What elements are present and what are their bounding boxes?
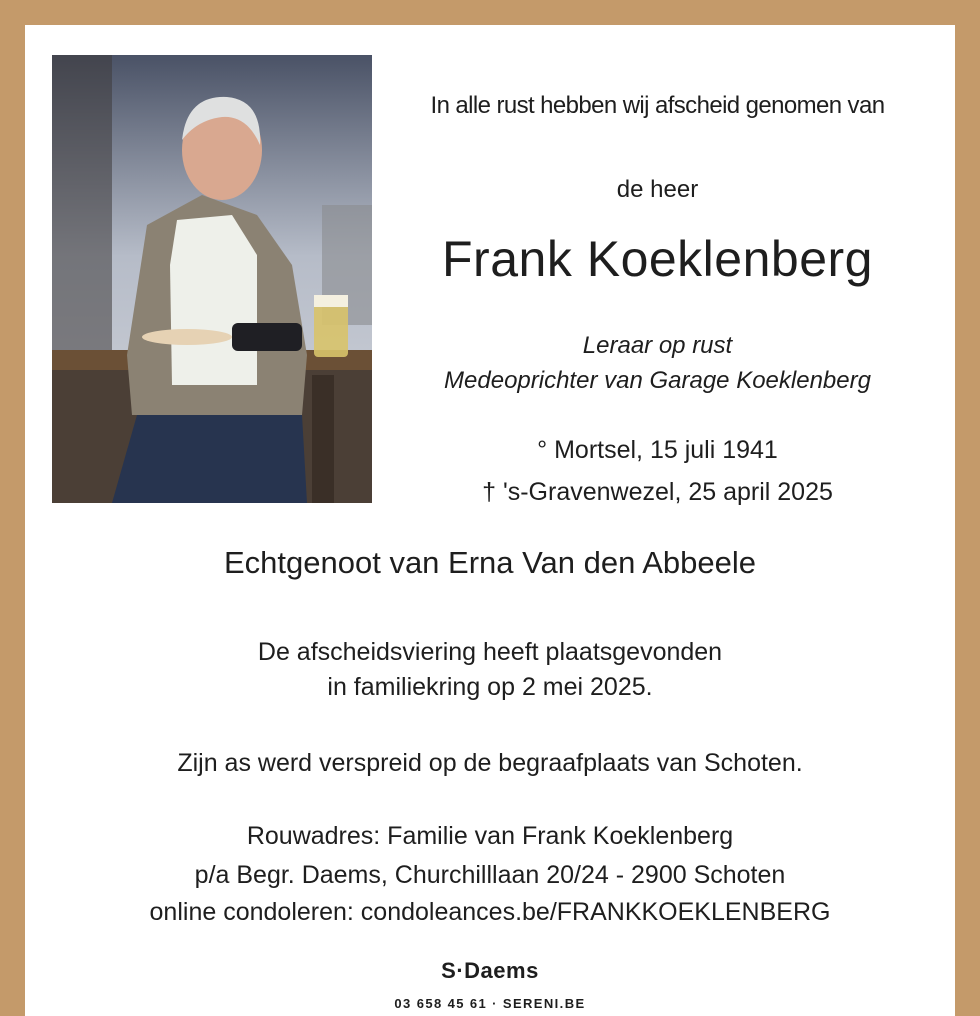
salutation: de heer xyxy=(616,176,699,203)
funeral-home-logo: S·Daems xyxy=(441,958,539,983)
role-line-1: Leraar op rust xyxy=(582,332,733,359)
intro-text: In alle rust hebben wij afscheid genomen van xyxy=(430,92,885,119)
death-line: † 's-Gravenwezel, 25 april 2025 xyxy=(482,478,833,506)
address-line-1: Rouwadres: Familie van Frank Koeklenberg xyxy=(246,822,734,850)
ceremony-line-2: in familiekring op 2 mei 2025. xyxy=(327,673,653,701)
spouse-line: Echtgenoot van Erna Van den Abbeele xyxy=(223,545,756,580)
portrait-photo xyxy=(52,55,372,503)
ashes-line: Zijn as werd verspreid op de begraafplaats van Schoten. xyxy=(177,749,803,777)
role-line-2: Medeoprichter van Garage Koeklenberg xyxy=(444,367,871,394)
address-line-2: p/a Begr. Daems, Churchilllaan 20/24 - 2900 Schoten xyxy=(194,861,786,889)
ceremony-line-1: De afscheidsviering heeft plaatsgevonden xyxy=(257,638,723,666)
deceased-name: Frank Koeklenberg xyxy=(442,231,873,287)
condolence-link[interactable]: online condoleren: condoleances.be/FRANKKOEKLENBERG xyxy=(149,898,831,926)
funeral-home-contact: 03 658 45 61 · SERENI.BE xyxy=(394,996,586,1011)
birth-line: ° Mortsel, 15 juli 1941 xyxy=(537,436,778,464)
